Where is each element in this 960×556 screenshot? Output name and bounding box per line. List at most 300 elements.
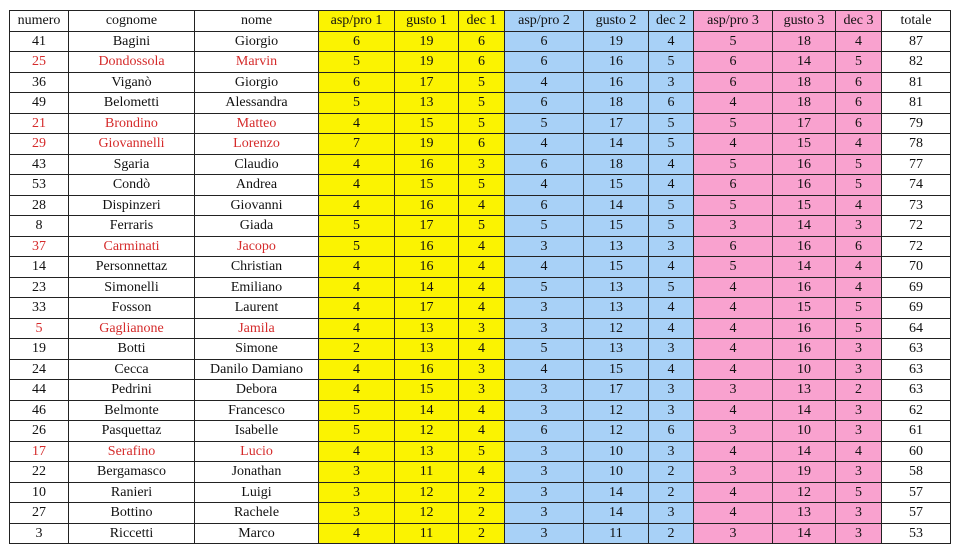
table-row [10,359,951,380]
cell-gusto-1: 17 [395,298,459,319]
table-row [10,175,951,196]
cell-cognome: Simonelli [69,277,195,298]
cell-dec-3: 4 [836,31,882,52]
cell-dec-2: 3 [649,236,694,257]
cell-asp-pro-3: 3 [694,216,773,237]
cell-gusto-1: 16 [395,236,459,257]
table-body [10,31,951,544]
cell-asp-pro-3: 4 [694,441,773,462]
cell-asp-pro-2: 6 [505,154,584,175]
table-row [10,441,951,462]
cell-gusto-2: 14 [584,195,649,216]
cell-totale: 82 [882,52,951,73]
header-gusto-2: gusto 2 [584,11,649,32]
cell-dec-3: 6 [836,113,882,134]
cell-asp-pro-1: 6 [319,72,395,93]
cell-totale: 72 [882,236,951,257]
cell-totale: 63 [882,339,951,360]
cell-dec-1: 4 [459,400,505,421]
header-gusto-1: gusto 1 [395,11,459,32]
cell-numero: 17 [10,441,69,462]
cell-asp-pro-3: 4 [694,93,773,114]
cell-numero: 44 [10,380,69,401]
cell-cognome: Pedrini [69,380,195,401]
cell-asp-pro-1: 2 [319,339,395,360]
cell-gusto-1: 19 [395,31,459,52]
cell-nome: Andrea [195,175,319,196]
cell-asp-pro-1: 7 [319,134,395,155]
cell-gusto-3: 10 [773,359,836,380]
cell-cognome: Belmonte [69,400,195,421]
cell-asp-pro-1: 3 [319,462,395,483]
cell-gusto-3: 16 [773,236,836,257]
cell-dec-3: 3 [836,421,882,442]
cell-asp-pro-3: 4 [694,277,773,298]
cell-dec-1: 3 [459,380,505,401]
cell-dec-1: 4 [459,195,505,216]
cell-nome: Matteo [195,113,319,134]
cell-gusto-2: 11 [584,523,649,544]
cell-asp-pro-2: 3 [505,482,584,503]
cell-gusto-1: 13 [395,318,459,339]
table-row [10,462,951,483]
cell-dec-1: 4 [459,277,505,298]
cell-asp-pro-1: 3 [319,503,395,524]
cell-asp-pro-1: 4 [319,441,395,462]
cell-asp-pro-2: 3 [505,523,584,544]
table-row [10,113,951,134]
cell-gusto-1: 19 [395,52,459,73]
cell-asp-pro-3: 4 [694,298,773,319]
cell-asp-pro-3: 5 [694,31,773,52]
cell-nome: Marvin [195,52,319,73]
table-row [10,277,951,298]
cell-gusto-2: 12 [584,400,649,421]
cell-dec-3: 5 [836,298,882,319]
cell-dec-1: 5 [459,113,505,134]
cell-asp-pro-2: 4 [505,257,584,278]
cell-nome: Claudio [195,154,319,175]
cell-cognome: Serafino [69,441,195,462]
cell-totale: 62 [882,400,951,421]
cell-cognome: Pasquettaz [69,421,195,442]
cell-asp-pro-1: 5 [319,236,395,257]
cell-asp-pro-3: 4 [694,318,773,339]
cell-nome: Laurent [195,298,319,319]
cell-gusto-2: 16 [584,52,649,73]
cell-asp-pro-3: 6 [694,72,773,93]
cell-dec-3: 3 [836,523,882,544]
cell-nome: Simone [195,339,319,360]
table-row [10,482,951,503]
table-row [10,236,951,257]
cell-gusto-3: 13 [773,503,836,524]
cell-numero: 8 [10,216,69,237]
cell-dec-1: 2 [459,503,505,524]
cell-asp-pro-2: 5 [505,277,584,298]
cell-gusto-1: 19 [395,134,459,155]
cell-dec-2: 3 [649,339,694,360]
cell-gusto-2: 12 [584,318,649,339]
table-row [10,380,951,401]
cell-dec-2: 4 [649,359,694,380]
cell-totale: 70 [882,257,951,278]
cell-gusto-2: 18 [584,93,649,114]
table-row [10,72,951,93]
cell-asp-pro-2: 3 [505,462,584,483]
cell-totale: 53 [882,523,951,544]
cell-dec-2: 4 [649,31,694,52]
cell-gusto-2: 17 [584,380,649,401]
cell-asp-pro-2: 3 [505,318,584,339]
table-row [10,400,951,421]
cell-dec-3: 5 [836,318,882,339]
cell-cognome: Bergamasco [69,462,195,483]
table-row [10,134,951,155]
cell-nome: Rachele [195,503,319,524]
cell-gusto-2: 13 [584,236,649,257]
cell-gusto-1: 12 [395,503,459,524]
cell-gusto-1: 16 [395,257,459,278]
cell-gusto-1: 16 [395,359,459,380]
cell-asp-pro-2: 4 [505,134,584,155]
cell-gusto-1: 16 [395,195,459,216]
cell-asp-pro-1: 5 [319,216,395,237]
cell-gusto-2: 17 [584,113,649,134]
cell-asp-pro-1: 4 [319,318,395,339]
cell-asp-pro-2: 5 [505,113,584,134]
cell-gusto-1: 17 [395,216,459,237]
score-table [9,10,951,544]
cell-asp-pro-3: 5 [694,195,773,216]
cell-gusto-1: 13 [395,93,459,114]
cell-asp-pro-3: 3 [694,380,773,401]
cell-dec-3: 4 [836,134,882,155]
cell-cognome: Belometti [69,93,195,114]
cell-gusto-1: 15 [395,380,459,401]
cell-gusto-3: 14 [773,216,836,237]
cell-dec-3: 5 [836,154,882,175]
cell-asp-pro-1: 4 [319,277,395,298]
cell-dec-1: 3 [459,154,505,175]
cell-dec-2: 5 [649,134,694,155]
cell-cognome: Cecca [69,359,195,380]
cell-cognome: Sgaria [69,154,195,175]
cell-totale: 57 [882,482,951,503]
cell-asp-pro-2: 5 [505,216,584,237]
cell-gusto-2: 10 [584,462,649,483]
cell-gusto-1: 13 [395,339,459,360]
cell-dec-1: 4 [459,236,505,257]
cell-dec-2: 6 [649,421,694,442]
cell-asp-pro-2: 6 [505,421,584,442]
cell-gusto-2: 14 [584,482,649,503]
cell-totale: 69 [882,298,951,319]
cell-dec-2: 6 [649,93,694,114]
cell-totale: 78 [882,134,951,155]
cell-numero: 3 [10,523,69,544]
cell-asp-pro-2: 5 [505,339,584,360]
cell-nome: Christian [195,257,319,278]
cell-asp-pro-3: 5 [694,154,773,175]
cell-gusto-3: 13 [773,380,836,401]
cell-numero: 24 [10,359,69,380]
cell-gusto-3: 16 [773,318,836,339]
cell-dec-1: 5 [459,175,505,196]
cell-gusto-1: 12 [395,482,459,503]
cell-gusto-3: 15 [773,298,836,319]
cell-asp-pro-2: 3 [505,380,584,401]
cell-dec-2: 2 [649,523,694,544]
cell-cognome: Giovannelli [69,134,195,155]
cell-gusto-3: 10 [773,421,836,442]
cell-numero: 21 [10,113,69,134]
cell-gusto-2: 10 [584,441,649,462]
cell-cognome: Bagini [69,31,195,52]
cell-asp-pro-2: 4 [505,359,584,380]
cell-cognome: Riccetti [69,523,195,544]
cell-dec-3: 6 [836,93,882,114]
cell-nome: Emiliano [195,277,319,298]
cell-dec-3: 3 [836,503,882,524]
cell-gusto-3: 19 [773,462,836,483]
cell-dec-1: 3 [459,359,505,380]
cell-asp-pro-1: 5 [319,52,395,73]
cell-cognome: Carminati [69,236,195,257]
cell-asp-pro-3: 3 [694,421,773,442]
cell-asp-pro-1: 5 [319,421,395,442]
cell-numero: 36 [10,72,69,93]
cell-dec-2: 4 [649,298,694,319]
cell-numero: 5 [10,318,69,339]
cell-asp-pro-3: 4 [694,503,773,524]
cell-dec-2: 4 [649,154,694,175]
table-row [10,298,951,319]
header-numero: numero [10,11,69,32]
header-dec-2: dec 2 [649,11,694,32]
table-row [10,523,951,544]
cell-dec-1: 4 [459,298,505,319]
cell-nome: Luigi [195,482,319,503]
cell-gusto-2: 13 [584,339,649,360]
cell-dec-3: 4 [836,277,882,298]
cell-dec-2: 3 [649,441,694,462]
cell-asp-pro-3: 4 [694,400,773,421]
cell-totale: 61 [882,421,951,442]
cell-cognome: Dispinzeri [69,195,195,216]
header-gusto-3: gusto 3 [773,11,836,32]
cell-asp-pro-1: 4 [319,380,395,401]
cell-gusto-3: 17 [773,113,836,134]
cell-dec-3: 5 [836,482,882,503]
cell-asp-pro-1: 4 [319,195,395,216]
header-totale: totale [882,11,951,32]
cell-gusto-3: 16 [773,175,836,196]
cell-gusto-3: 16 [773,277,836,298]
cell-asp-pro-1: 4 [319,154,395,175]
cell-cognome: Bottino [69,503,195,524]
cell-totale: 77 [882,154,951,175]
cell-gusto-2: 14 [584,503,649,524]
cell-asp-pro-3: 3 [694,523,773,544]
cell-gusto-2: 12 [584,421,649,442]
cell-dec-3: 5 [836,52,882,73]
cell-totale: 57 [882,503,951,524]
table-row [10,195,951,216]
cell-dec-2: 3 [649,72,694,93]
cell-gusto-3: 15 [773,134,836,155]
cell-totale: 87 [882,31,951,52]
cell-numero: 46 [10,400,69,421]
cell-cognome: Brondino [69,113,195,134]
cell-dec-3: 4 [836,441,882,462]
table-row [10,503,951,524]
cell-nome: Giorgio [195,72,319,93]
cell-dec-3: 3 [836,216,882,237]
cell-nome: Giada [195,216,319,237]
cell-asp-pro-3: 6 [694,52,773,73]
cell-totale: 74 [882,175,951,196]
table-row [10,154,951,175]
cell-dec-2: 5 [649,216,694,237]
cell-dec-2: 3 [649,503,694,524]
cell-nome: Isabelle [195,421,319,442]
table-row [10,93,951,114]
cell-nome: Giovanni [195,195,319,216]
cell-gusto-2: 18 [584,154,649,175]
cell-dec-2: 3 [649,380,694,401]
cell-asp-pro-1: 6 [319,31,395,52]
cell-totale: 81 [882,93,951,114]
header-cognome: cognome [69,11,195,32]
cell-dec-3: 6 [836,72,882,93]
cell-dec-1: 5 [459,72,505,93]
cell-nome: Francesco [195,400,319,421]
cell-nome: Danilo Damiano [195,359,319,380]
table-row [10,318,951,339]
cell-dec-1: 4 [459,421,505,442]
cell-asp-pro-3: 4 [694,482,773,503]
cell-dec-1: 6 [459,31,505,52]
cell-gusto-2: 13 [584,298,649,319]
cell-asp-pro-1: 5 [319,93,395,114]
cell-totale: 69 [882,277,951,298]
cell-gusto-2: 16 [584,72,649,93]
cell-gusto-2: 14 [584,134,649,155]
cell-dec-1: 2 [459,482,505,503]
cell-dec-1: 6 [459,134,505,155]
cell-cognome: Fosson [69,298,195,319]
cell-nome: Lucio [195,441,319,462]
cell-asp-pro-2: 3 [505,441,584,462]
cell-numero: 29 [10,134,69,155]
cell-asp-pro-3: 4 [694,359,773,380]
cell-dec-2: 5 [649,277,694,298]
cell-numero: 37 [10,236,69,257]
cell-gusto-1: 11 [395,462,459,483]
cell-asp-pro-3: 4 [694,339,773,360]
cell-numero: 22 [10,462,69,483]
cell-gusto-2: 15 [584,257,649,278]
cell-gusto-2: 15 [584,216,649,237]
cell-numero: 14 [10,257,69,278]
cell-gusto-3: 16 [773,339,836,360]
cell-numero: 19 [10,339,69,360]
cell-asp-pro-2: 6 [505,31,584,52]
cell-totale: 81 [882,72,951,93]
cell-nome: Alessandra [195,93,319,114]
table-row [10,31,951,52]
cell-asp-pro-3: 4 [694,134,773,155]
cell-gusto-1: 16 [395,154,459,175]
cell-gusto-3: 15 [773,195,836,216]
cell-asp-pro-2: 3 [505,400,584,421]
cell-gusto-3: 14 [773,257,836,278]
cell-asp-pro-1: 4 [319,113,395,134]
cell-gusto-3: 14 [773,400,836,421]
cell-gusto-2: 15 [584,359,649,380]
cell-dec-1: 5 [459,93,505,114]
header-asp-pro-2: asp/pro 2 [505,11,584,32]
cell-nome: Debora [195,380,319,401]
cell-numero: 26 [10,421,69,442]
cell-asp-pro-3: 6 [694,236,773,257]
cell-gusto-2: 13 [584,277,649,298]
cell-dec-2: 5 [649,113,694,134]
table-row [10,52,951,73]
cell-dec-3: 4 [836,257,882,278]
cell-dec-1: 4 [459,257,505,278]
cell-dec-2: 3 [649,400,694,421]
cell-asp-pro-1: 5 [319,400,395,421]
cell-asp-pro-3: 5 [694,113,773,134]
cell-dec-2: 4 [649,175,694,196]
header-row [10,11,951,32]
cell-numero: 53 [10,175,69,196]
header-nome: nome [195,11,319,32]
cell-asp-pro-2: 3 [505,236,584,257]
cell-dec-1: 4 [459,462,505,483]
cell-numero: 28 [10,195,69,216]
cell-asp-pro-2: 4 [505,175,584,196]
cell-asp-pro-2: 3 [505,298,584,319]
cell-gusto-1: 15 [395,175,459,196]
cell-cognome: Viganò [69,72,195,93]
cell-numero: 10 [10,482,69,503]
cell-asp-pro-1: 4 [319,298,395,319]
cell-nome: Giorgio [195,31,319,52]
cell-dec-2: 2 [649,482,694,503]
cell-totale: 79 [882,113,951,134]
cell-nome: Lorenzo [195,134,319,155]
cell-gusto-1: 14 [395,277,459,298]
cell-asp-pro-2: 6 [505,93,584,114]
cell-totale: 64 [882,318,951,339]
cell-dec-2: 4 [649,257,694,278]
cell-numero: 43 [10,154,69,175]
cell-asp-pro-1: 4 [319,175,395,196]
cell-totale: 58 [882,462,951,483]
cell-gusto-1: 14 [395,400,459,421]
cell-gusto-1: 11 [395,523,459,544]
header-asp-pro-3: asp/pro 3 [694,11,773,32]
cell-totale: 63 [882,359,951,380]
cell-dec-1: 5 [459,441,505,462]
cell-dec-3: 2 [836,380,882,401]
cell-gusto-2: 19 [584,31,649,52]
cell-asp-pro-3: 5 [694,257,773,278]
cell-asp-pro-3: 3 [694,462,773,483]
